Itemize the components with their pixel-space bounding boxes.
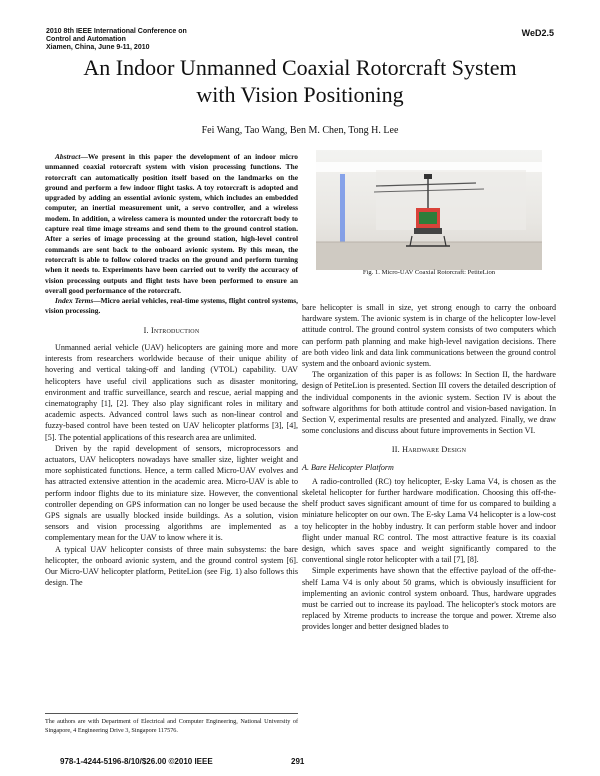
author-affiliation-footnote: The authors are with Department of Electrical and Computer Engineering, National University of Singapore, 4 Engineering Drive 3, Singapore 117576. [45,713,298,735]
index-terms-label: Index Terms [55,296,94,306]
conference-line-1: 2010 8th IEEE International Conference on [46,28,187,35]
figure-helicopter-photo [316,150,542,270]
hardware-paragraph-2: Simple experiments have shown that the effective payload of the off-the-shelf Lama V4 is only about 50 grams, which is obviously insufficient for implementing an avionic control system onboard. Thus, hardware upgrades must be carried out to increase its payload. The helicopter's stock motors are replaced by Xtreme products to increase the torque and power. Xtreme also provides longer and better designed blades to [302,566,556,632]
figure-caption: Fig. 1. Micro-UAV Coaxial Rotorcraft: PetiteLion [362,269,496,276]
right-paragraph-1: bare helicopter is small in size, yet strong enough to carry the onboard hardware system. The avionic system is in charge of the helicopter low-level attitude control. The ground control system consists of two computers which can perform path planning and make high-level navigation decisions. There are both video link and data link communications between the ground control system and the onboard avionic system. [302,303,556,369]
section-heading-hardware-design: II. Hardware Design [391,445,467,455]
conference-line-3: Xiamen, China, June 9-11, 2010 [46,44,150,51]
section-heading-introduction: I. Introduction [143,325,200,335]
author-list: Fei Wang, Tao Wang, Ben M. Chen, Tong H. Lee [201,125,399,136]
intro-paragraph-3: A typical UAV helicopter consists of three main subsystems: the bare helicopter, the onboard avionic system, and the ground control system [6]. Our Micro-UAV helicopter platform, PetiteLion (see Fig. 1) also follows this design. The [45,544,298,588]
index-terms-text: —Micro aerial vehicles, real-time systems, flight control systems, vision processing. [45,296,299,316]
index-terms [45,296,298,317]
left-column [45,152,298,588]
hardware-paragraph-1: A radio-controlled (RC) toy helicopter, E-sky Lama V4, is chosen as the skeletal helicopter for further hardware modification. Choosing this off-the-shelf product saves significant amount of time for us compared to building a miniature helicopter on our own. The E-sky Lama V4 helicopter is a low-cost toy helicopter in the hobby industry. It can perform stable hover and indoor flight under manual RC control. The most attractive feature is its coaxial design, which saves space and weight significantly compared to the conventional single rotor helicopter with a tail [7], [8]. [302,476,556,565]
paper-title [40,54,560,108]
title-line-1: An Indoor Unmanned Coaxial Rotorcraft System [83,55,517,80]
abstract-label: Abstract [55,152,81,161]
title-line-2: with Vision Positioning [196,82,404,107]
page-number: 291 [291,757,305,766]
subsection-heading-bare-helicopter: A. Bare Helicopter Platform [302,462,394,472]
conference-header [46,28,306,52]
right-column [302,302,556,633]
conference-line-2: Control and Automation [46,36,126,43]
abstract [45,152,298,296]
helicopter-photo-image [316,150,542,270]
abstract-text: —We present in this paper the development of an indoor micro unmanned coaxial rotorcraft system with vision processing functions. The rotorcraft can automatically position itself based on the landmarks on the ground and perform a few indoor flight tasks. A toy rotorcraft is adopted and upgraded by adding an essential avionic system, which includes an embedded computer, an inertial measurement unit, a servo controller, and a wireless modem. In addition, a wireless camera is mounted under the rotorcraft body to capture real time image streams and send them to the ground control station. After a series of image processing at the ground station, high-level control commands are sent back to the onboard avionic system. By this mean, the rotorcraft is able to follow colored tracks on the ground and perform turning when it needs to. Experiments have been carried out to verify the accuracy of vision processing outputs and flight tests have been performed to ensure an overall good performance of the rotorcraft. [45,152,298,295]
intro-paragraph-1: Unmanned aerial vehicle (UAV) helicopters are gaining more and more interests from researchers worldwide because of their unique ability of hovering and vertical taking-off and landing (VTOL) capability. UAV helicopters have useful civil applications such as disaster monitoring, environment and traffic surveillance, search and rescue, aerial mapping and cinematography [1], [2]. They also play significant roles in military and academic aspects. Advanced control laws such as non-linear control and fuzzy-based control have been tested on UAV helicopter platforms [3], [4], [5]. The potential applications of this research area are unlimited. [45,342,298,442]
intro-paragraph-2: Driven by the rapid development of sensors, microprocessors and actuators, UAV helicopters nowadays have smaller size, lighter weight and more sophisticated functions. Hence, a term called Micro-UAV evolves and has attracted extensive attention in the academic area. Micro-UAV is able to perform indoor flights due to its miniature size. However, the conventional controller depending on GPS information can no longer be used because the GPS signals are usually blocked inside buildings. As a solution, vision sensors and vision processing algorithms are implemented as a complementary mean for the UAV to know where it is. [45,443,298,543]
isbn-footer: 978-1-4244-5196-8/10/$26.00 ©2010 IEEE [60,757,213,766]
session-code: WeD2.5 [521,28,554,38]
right-paragraph-2: The organization of this paper is as follows: In Section II, the hardware design of PetiteLion is presented. Section III covers the detailed description of the individual components in the avionic system. Section IV is about the software algorithms for both attitude control and vision-based navigation. In Section V, experimental results are presented and analyzed. Finally, we draw some conclusions and discuss about future improvements in Section VI. [302,370,556,436]
